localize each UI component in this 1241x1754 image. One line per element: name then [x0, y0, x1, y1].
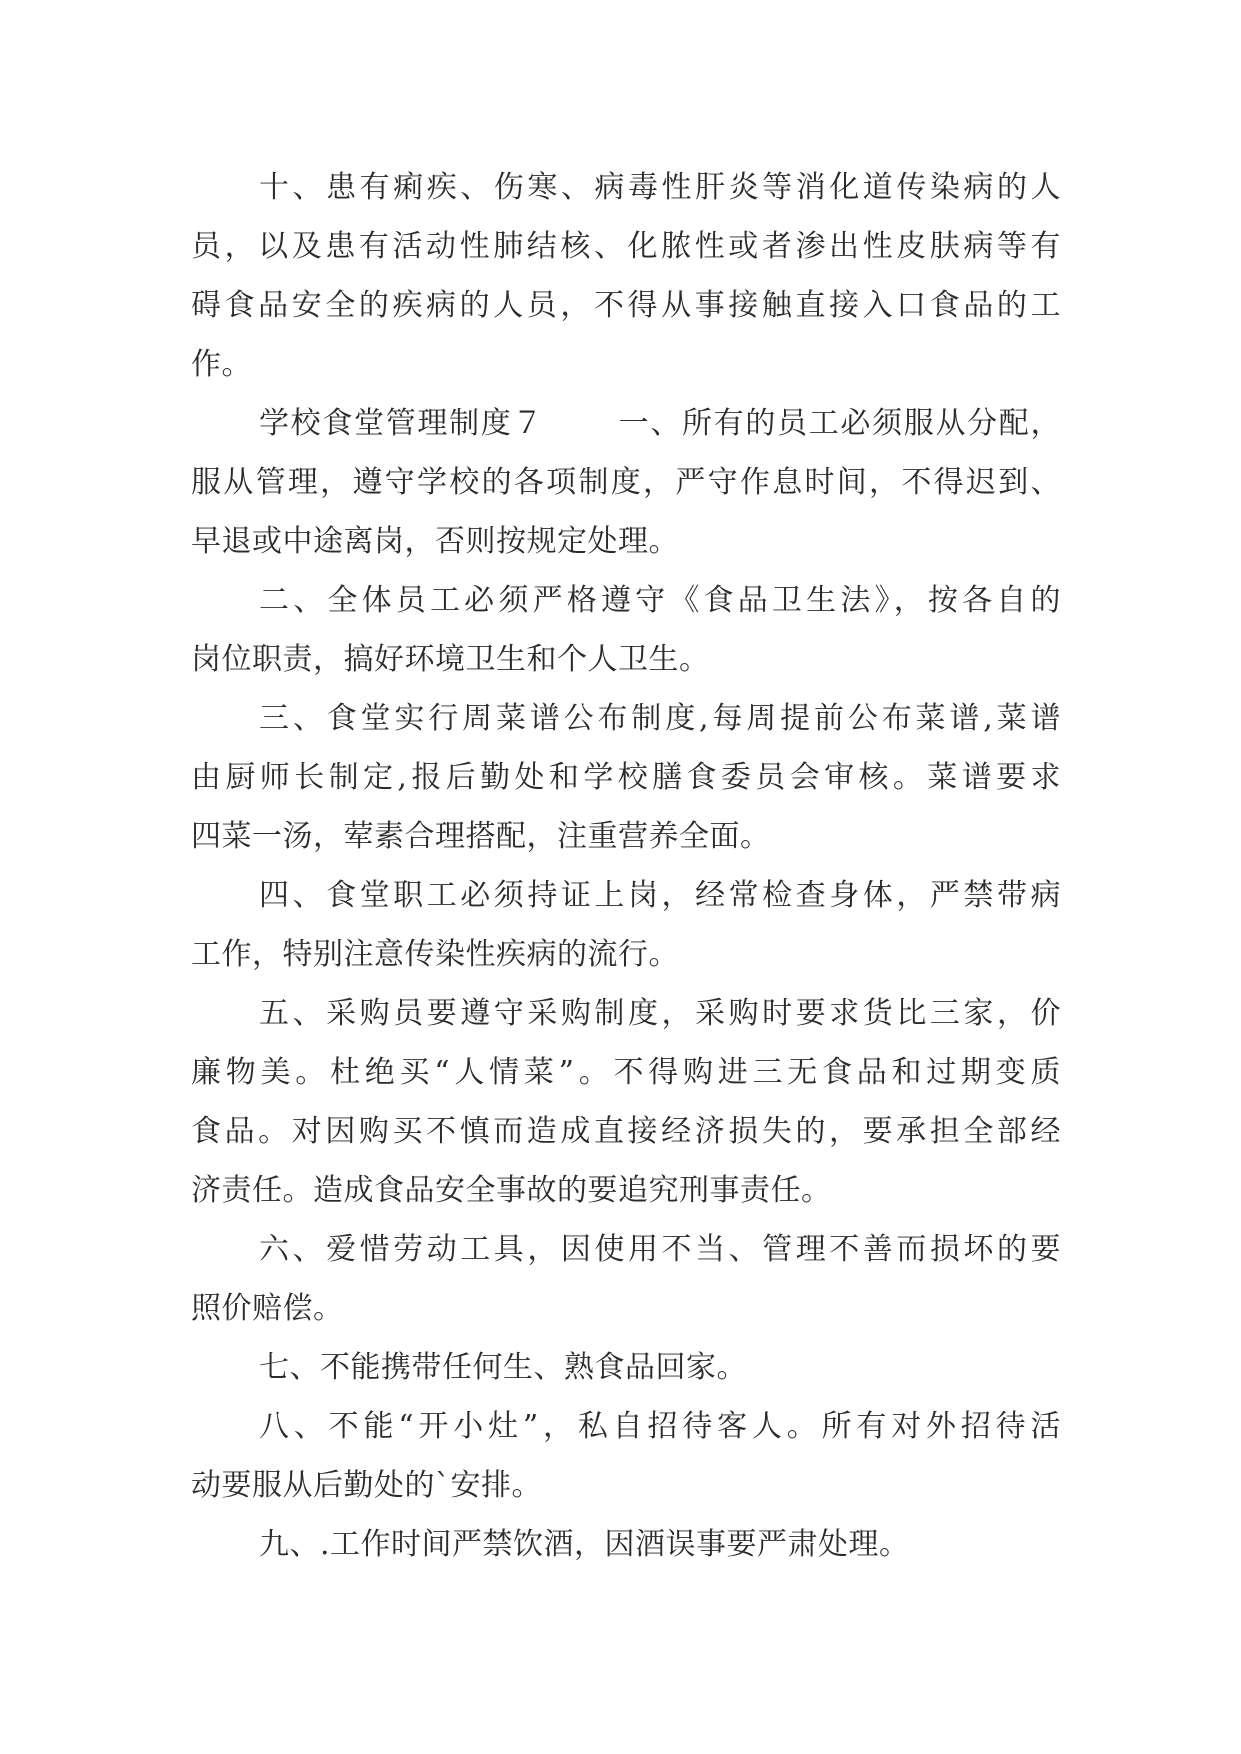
- text-line: 食品。对因购买不慎而造成直接经济损失的，要承担全部经: [191, 1114, 1061, 1149]
- text-line: 三、食堂实行周菜谱公布制度,每周提前公布菜谱,菜谱: [259, 701, 1061, 736]
- text-line: 二、全体员工必须严格遵守《食品卫生法》，按各自的: [259, 583, 1061, 618]
- text-line: 照价赔偿。: [191, 1291, 344, 1326]
- text-line: 服从管理，遵守学校的各项制度，严守作息时间，不得迟到、: [191, 465, 1061, 500]
- text-line: 由厨师长制定,报后勤处和学校膳食委员会审核。菜谱要求: [191, 760, 1061, 795]
- text-line: 四菜一汤，荤素合理搭配，注重营养全面。: [191, 819, 771, 854]
- text-line: 四、食堂职工必须持证上岗，经常检查身体，严禁带病: [259, 878, 1061, 913]
- paragraph-item-3: [191, 689, 1061, 866]
- paragraph-item-2: [191, 571, 1061, 689]
- paragraph-item-7: [191, 1338, 1061, 1397]
- text-line: 学校食堂管理制度７ 一、所有的员工必须服从分配，: [259, 406, 1061, 441]
- paragraph-item-10: [191, 158, 1061, 394]
- text-line: 九、.工作时间严禁饮酒，因酒误事要严肃处理。: [259, 1527, 910, 1562]
- text-line: 作。: [191, 347, 252, 382]
- text-line: 动要服从后勤处的`安排。: [191, 1468, 542, 1503]
- text-line: 工作，特别注意传染性疾病的流行。: [191, 937, 679, 972]
- text-line: 廉物美。杜绝买“人情菜”。不得购进三无食品和过期变质: [191, 1055, 1061, 1090]
- paragraph-item-6: [191, 1220, 1061, 1338]
- text-line: 八、不能“开小灶”，私自招待客人。所有对外招待活: [259, 1409, 1061, 1444]
- text-line: 员，以及患有活动性肺结核、化脓性或者渗出性皮肤病等有: [191, 229, 1061, 264]
- text-line: 早退或中途离岗，否则按规定处理。: [191, 524, 679, 559]
- body-text: [191, 158, 1061, 1574]
- paragraph-item-9: [191, 1515, 1061, 1574]
- text-line: 六、爱惜劳动工具，因使用不当、管理不善而损坏的要: [259, 1232, 1061, 1267]
- text-line: 五、采购员要遵守采购制度，采购时要求货比三家，价: [259, 996, 1061, 1031]
- paragraph-item-8: [191, 1397, 1061, 1515]
- paragraph-item-4: [191, 866, 1061, 984]
- text-line: 七、不能携带任何生、熟食品回家。: [259, 1350, 747, 1385]
- text-line: 济责任。造成食品安全事故的要追究刑事责任。: [191, 1173, 832, 1208]
- text-line: 十、患有痢疾、伤寒、病毒性肝炎等消化道传染病的人: [259, 170, 1061, 205]
- text-line: 岗位职责，搞好环境卫生和个人卫生。: [191, 642, 710, 677]
- paragraph-item-5: [191, 984, 1061, 1220]
- paragraph-heading-item-1: [191, 394, 1061, 571]
- text-line: 碍食品安全的疾病的人员，不得从事接触直接入口食品的工: [191, 288, 1061, 323]
